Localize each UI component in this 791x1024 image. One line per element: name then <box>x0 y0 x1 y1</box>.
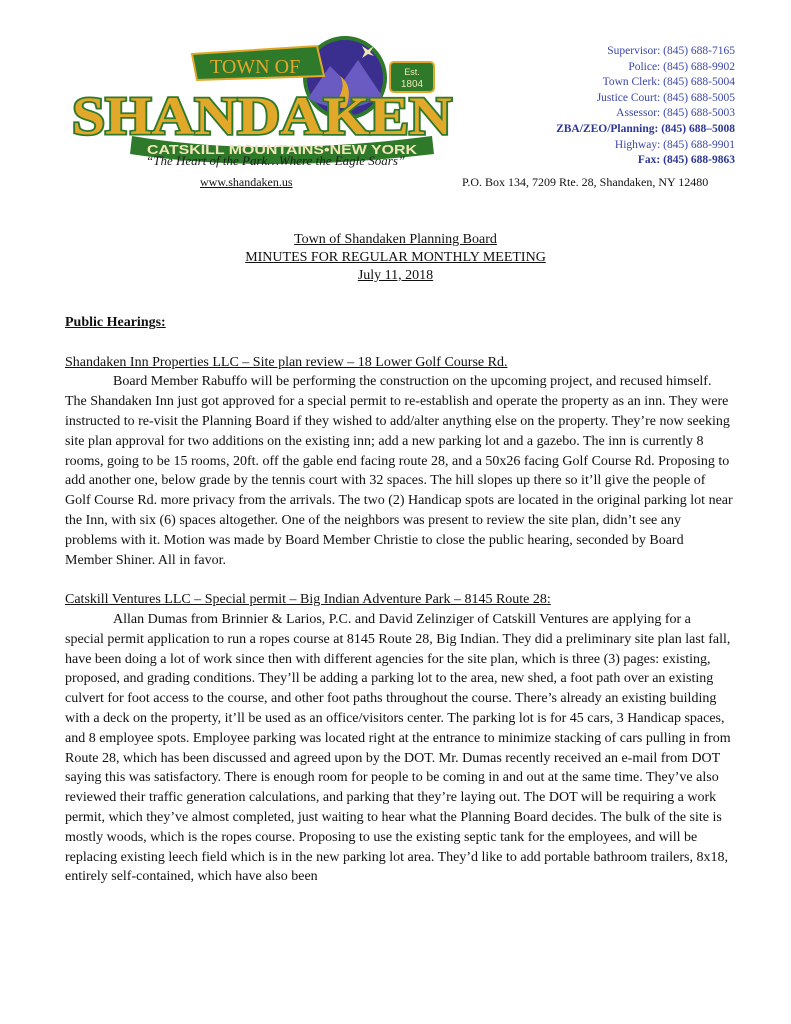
mailing-address: P.O. Box 134, 7209 Rte. 28, Shandaken, NY 12480 <box>462 175 709 189</box>
contact-assessor: Assessor: (845) 688-5003 <box>616 107 735 120</box>
item-paragraph: Allan Dumas from Brinnier & Larios, P.C. and David Zelinziger of Catskill Ventures are applying for a special permit application to run a ropes course at 8145 Route 28, Big Indian. They did a preliminary site plan last fall, have been doing a lot of work since then with different agencies for the site plan, which is three (3) pages: existing, proposed, and grading conditions. They’ll be adding a parking lot to the area, new shed, a foot path over an existing culvert for foot access to the course, and other foot paths throughout the course. There’s already an existing building with a deck on the property, it’ll be used as an office/visitors center. The parking lot is for 45 cars, 3 Handicap spaces, and 8 employee spots. Employee parking was located right at the entrance to minimize stacking of cars pulling in from Route 28, which has been discussed and agreed upon by the DOT. Mr. Dumas recently received an e-mail from DOT saying this was satisfactory. There is enough room for people to be coming in and out at the same time. They’ve also reviewed their traffic generation calculations, and parking that they’re laying out. The DOT will be requiring a work permit, which they’ve almost completed, just waiting to hear what the Planning Board decides. The bulk of the site is mostly woods, which is the ropes course. Proposing to use the existing septic tank for the employees, and will be replacing existing leech field which is in the new parking lot area. They’d like to add portable bathroom trailers, 8x18, entirely self-contained, which have also been <box>65 611 731 885</box>
item-heading: Shandaken Inn Properties LLC – Site plan review – 18 Lower Golf Course Rd. <box>65 354 508 370</box>
contact-town-clerk: Town Clerk: (845) 688-5004 <box>602 76 735 89</box>
title-board: Town of Shandaken Planning Board <box>294 232 497 247</box>
contact-supervisor: Supervisor: (845) 688-7165 <box>607 45 735 57</box>
contact-highway: Highway: (845) 688-9901 <box>614 138 735 151</box>
contact-fax: Fax: (845) 688-9863 <box>637 154 735 167</box>
logo-top-text: TOWN OF <box>210 56 301 78</box>
document-title <box>0 231 791 285</box>
tagline: “The Heart of the Park…Where the Eagle Soars” <box>146 153 406 168</box>
document-body <box>65 313 733 907</box>
website-link[interactable]: www.shandaken.us <box>200 175 293 189</box>
logo-year: 1804 <box>400 79 424 90</box>
contact-justice-court: Justice Court: (845) 688-5005 <box>596 91 735 104</box>
section-heading: Public Hearings: <box>65 315 166 330</box>
logo-main-text: SHANDAKEN <box>72 86 452 146</box>
title-date: July 11, 2018 <box>357 268 434 283</box>
title-minutes: MINUTES FOR REGULAR MONTHLY MEETING <box>245 250 546 265</box>
item-heading: Catskill Ventures LLC – Special permit – Big Indian Adventure Park – 8145 Route 28: <box>65 592 551 608</box>
item-paragraph: Board Member Rabuffo will be performing the construction on the upcoming project, and recused himself. The Shandaken Inn just got approved for a special permit to re-establish and operate the property as an inn. They were instructed to re-visit the Planning Board if they wished to add/alter anything else on the property. They’re now seeking site plan approval for two additions on the existing inn; add a new parking lot and a gazebo. The inn is currently 8 rooms, going to be 15 rooms, 20ft. off the gable end facing route 28, and a 50x26 facing Golf Course Rd. Proposing to add another one, below grade by the tennis court with 32 spaces. The hill slopes up there so it’ll give the people of Golf Course Rd. more privacy from the arrivals. The two (2) Handicap spots are located in the original parking lot near the Inn, with six (6) spaces altogether. One of the neighbors was present to review the site plan, didn’t see any problems with it. Motion was made by Board Member Christie to close the public hearing, seconded by Board Member Shiner. All in favor. <box>65 374 733 568</box>
contact-police: Police: (845) 688-9902 <box>628 60 735 73</box>
logo-bottom-text: CATSKILL MOUNTAINS•NEW YORK <box>147 142 418 157</box>
logo-est: Est. <box>404 67 420 77</box>
contact-zba-planning: ZBA/ZEO/Planning: (845) 688–5008 <box>556 122 735 135</box>
contact-list <box>556 44 735 169</box>
